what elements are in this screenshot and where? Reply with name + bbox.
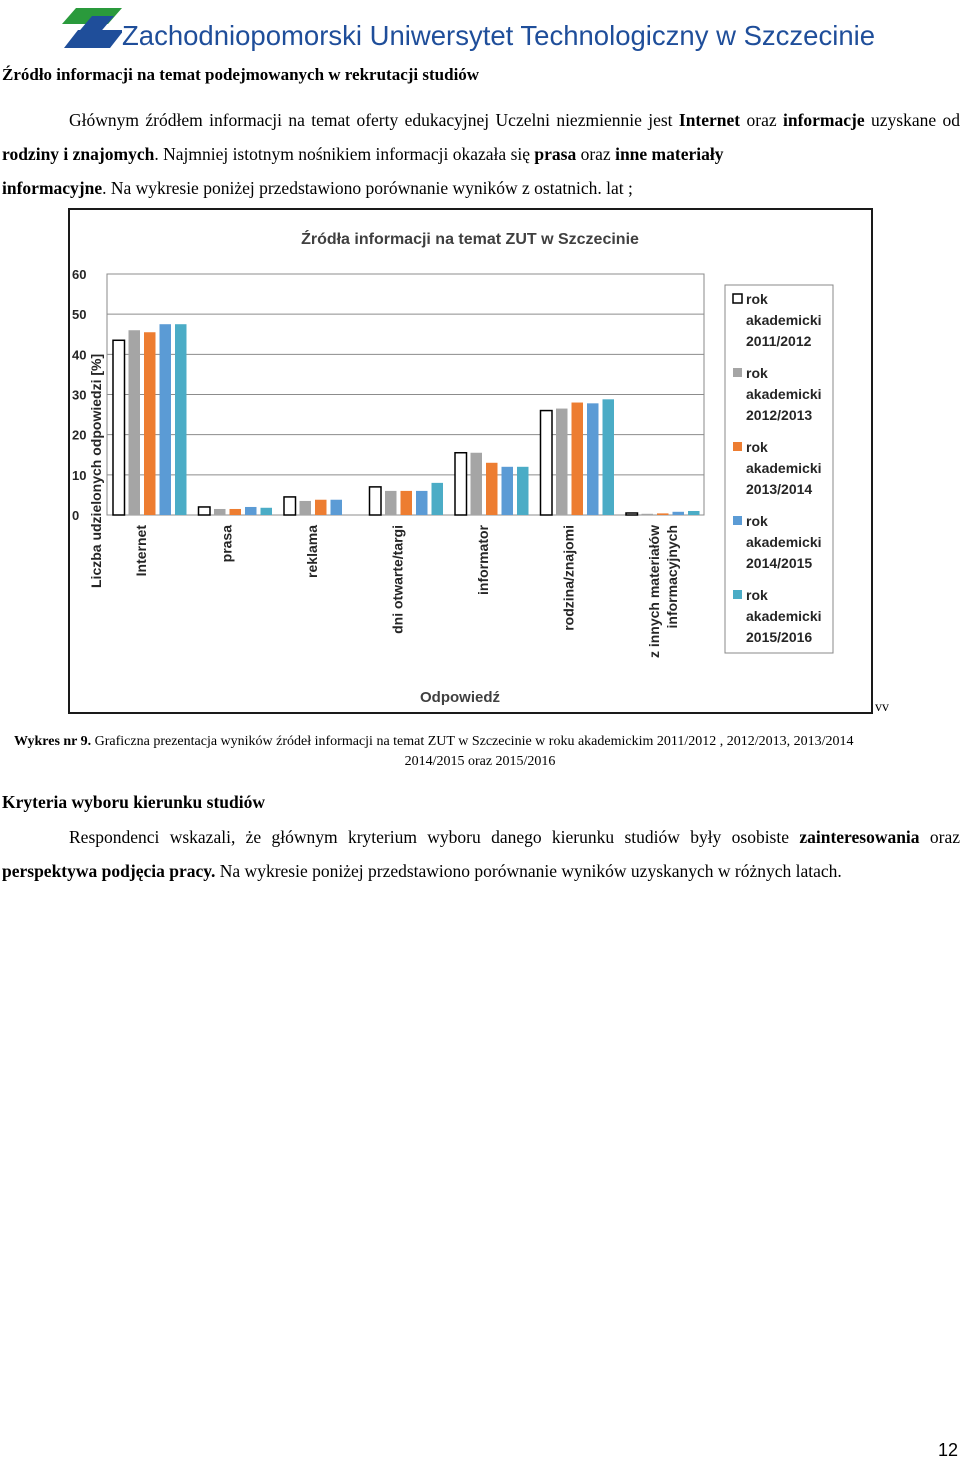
legend-label: akademicki <box>746 460 822 476</box>
x-tick-label: rodzina/znajomi <box>560 525 577 631</box>
bar <box>401 491 413 515</box>
x-tick-label: reklama <box>303 525 320 578</box>
bar <box>113 340 125 515</box>
bar <box>517 467 529 515</box>
bar <box>315 500 327 515</box>
legend-swatch <box>733 590 742 599</box>
bar-chart <box>70 210 871 712</box>
legend-label: rok <box>746 513 768 529</box>
x-axis-label: Odpowiedź <box>420 689 500 706</box>
bar <box>370 487 382 515</box>
bar <box>385 491 397 515</box>
bar <box>455 453 467 515</box>
y-tick-label: 20 <box>72 427 87 443</box>
bar <box>129 330 141 515</box>
y-tick-label: 50 <box>72 307 87 323</box>
y-tick-label: 10 <box>72 467 87 483</box>
x-tick-label: z innych materiałów <box>645 525 662 659</box>
legend-label: akademicki <box>746 312 822 328</box>
bar <box>331 500 343 515</box>
bar <box>471 453 483 515</box>
legend-label: rok <box>746 587 768 603</box>
university-name: Zachodniopomorski Uniwersytet Technologiczny w Szczecinie <box>122 20 876 51</box>
bar <box>486 463 498 515</box>
bar <box>432 483 444 515</box>
bar <box>284 497 296 515</box>
y-axis-label: Liczba udzielonych odpowiedzi [%] <box>88 353 104 588</box>
legend-swatch <box>733 442 742 451</box>
y-tick-label: 40 <box>72 347 87 363</box>
bar <box>688 511 700 515</box>
bar <box>572 403 584 515</box>
x-tick-label: informacyjnych <box>663 525 680 629</box>
intro-paragraph: Głównym źródłem informacji na temat oferty edukacyjnej Uczelni niezmiennie jest Internet oraz informacje uzyskane od rodziny i znajomych. Najmniej istotnym nośnikiem informacji okazała się prasa oraz inne materiały <box>2 110 960 164</box>
legend-label: 2014/2015 <box>746 555 813 571</box>
bar <box>261 508 273 515</box>
legend-label: 2011/2012 <box>746 333 812 349</box>
x-tick-label: prasa <box>218 525 235 563</box>
zut-logo-icon <box>62 6 122 50</box>
bar <box>541 411 553 515</box>
bar <box>245 507 257 515</box>
bar <box>642 514 654 515</box>
chart-title: Źródła informacji na temat ZUT w Szczecinie <box>301 231 639 248</box>
page-number: 12 <box>937 1440 958 1460</box>
legend-swatch <box>733 516 742 525</box>
x-tick-label: dni otwarte/targi <box>389 525 406 634</box>
bar <box>175 324 187 515</box>
bar <box>587 403 599 515</box>
x-tick-label: Internet <box>132 525 149 577</box>
chart-frame <box>68 208 873 714</box>
bar <box>673 512 685 515</box>
section-title: Źródło informacji na temat podejmowanych w rekrutacji studiów <box>2 65 480 84</box>
legend-swatch <box>733 368 742 377</box>
bar <box>230 509 242 515</box>
bar <box>502 467 514 515</box>
x-tick-label: informator <box>474 525 491 595</box>
bar <box>199 507 211 515</box>
legend-label: akademicki <box>746 386 822 402</box>
legend-label: akademicki <box>746 534 822 550</box>
bar <box>214 509 226 515</box>
y-tick-label: 60 <box>72 267 87 282</box>
legend-label: rok <box>746 291 768 307</box>
legend-label: akademicki <box>746 608 822 624</box>
stray-text: vv <box>875 700 889 715</box>
legend-label: 2012/2013 <box>746 407 813 423</box>
bar <box>300 501 312 515</box>
criteria-paragraph: Respondenci wskazali, że głównym kryterium wyboru danego kierunku studiów były osobiste zainteresowania oraz perspektywa podjęcia pracy. Na wykresie poniżej przedstawiono porównanie wyników uzyskanych w różnych latach. <box>2 827 960 881</box>
chart-caption: Wykres nr 9. Graficzna prezentacja wyników źródeł informacji na temat ZUT w Szczecinie w roku akademickim 2011/2012 , 2012/2013, 2013/2014 2014/2015 oraz 2015/2016 <box>14 734 854 769</box>
legend-label: 2013/2014 <box>746 481 813 497</box>
legend-label: rok <box>746 439 768 455</box>
legend-label: 2015/2016 <box>746 629 813 645</box>
bar <box>144 332 156 515</box>
page-header <box>0 0 960 60</box>
bar <box>603 399 615 515</box>
legend-label: rok <box>746 365 768 381</box>
bar <box>626 513 638 515</box>
y-tick-label: 30 <box>72 387 87 403</box>
bar <box>556 409 568 515</box>
bar <box>657 513 669 515</box>
bar <box>160 324 172 515</box>
intro-paragraph-tail: informacyjne. Na wykresie poniżej przedstawiono porównanie wyników z ostatnich. lat ; <box>2 178 633 198</box>
bar <box>416 491 428 515</box>
legend-swatch <box>733 294 742 303</box>
y-tick-label: 0 <box>72 508 80 523</box>
section2-title: Kryteria wyboru kierunku studiów <box>2 792 266 812</box>
